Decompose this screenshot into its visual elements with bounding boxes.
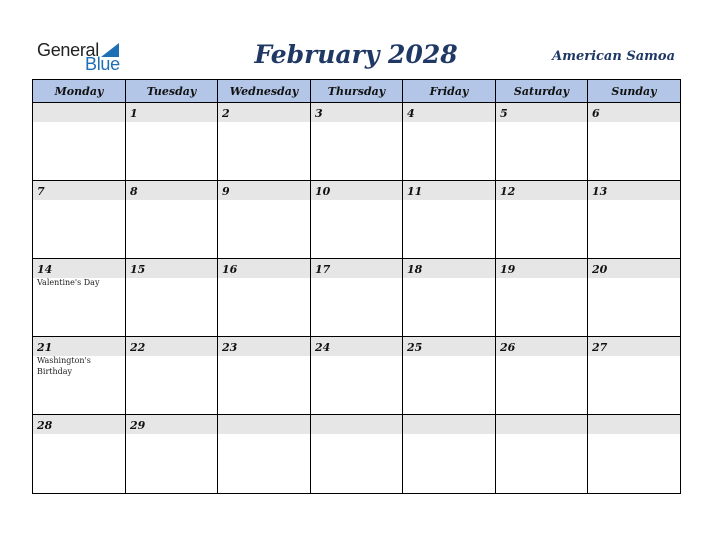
day-cell	[496, 181, 588, 259]
day-cell	[588, 337, 681, 415]
day-cell	[311, 181, 403, 259]
day-header-bar	[33, 103, 125, 122]
day-number: 9	[222, 185, 230, 198]
day-number: 11	[407, 185, 423, 198]
day-header-bar	[588, 337, 680, 356]
day-header-bar	[33, 337, 125, 356]
region-label: American Samoa	[552, 49, 675, 64]
day-number: 3	[315, 107, 323, 120]
day-header-bar	[403, 103, 495, 122]
day-number: 24	[315, 341, 331, 354]
day-header-bar	[33, 415, 125, 434]
day-cell	[403, 103, 496, 181]
day-header-bar	[33, 181, 125, 200]
day-cell	[33, 415, 126, 494]
day-header-bar	[588, 415, 680, 434]
day-cell	[496, 103, 588, 181]
day-number	[496, 415, 587, 419]
week-row	[33, 337, 681, 415]
day-number: 18	[407, 263, 423, 276]
day-number	[218, 415, 310, 419]
week-row	[33, 103, 681, 181]
day-header-bar	[496, 259, 587, 278]
day-header-bar	[218, 337, 310, 356]
calendar-title: February 2028	[254, 40, 458, 69]
day-number	[588, 415, 680, 419]
logo-text-blue: Blue	[85, 54, 120, 74]
day-number: 15	[130, 263, 146, 276]
day-number	[311, 415, 402, 419]
holiday-event: Valentine's Day	[37, 278, 100, 287]
weekday-thursday: Thursday	[311, 80, 403, 103]
day-header-bar	[218, 103, 310, 122]
day-cell	[218, 259, 311, 337]
day-number: 21	[37, 341, 53, 354]
day-cell	[588, 259, 681, 337]
weekday-header-row	[33, 80, 681, 103]
day-header-bar	[126, 415, 217, 434]
day-header-bar	[126, 181, 217, 200]
day-header-bar	[403, 337, 495, 356]
week-row	[33, 181, 681, 259]
week-row	[33, 415, 681, 494]
day-header-bar	[311, 103, 402, 122]
day-cell	[218, 103, 311, 181]
day-number: 10	[315, 185, 331, 198]
day-number: 17	[315, 263, 331, 276]
day-header-bar	[403, 415, 495, 434]
day-number: 23	[222, 341, 238, 354]
weekday-tuesday: Tuesday	[126, 80, 218, 103]
weekday-sunday: Sunday	[588, 80, 681, 103]
day-header-bar	[126, 259, 217, 278]
day-number	[33, 103, 125, 107]
day-number: 1	[130, 107, 138, 120]
week-row	[33, 259, 681, 337]
day-header-bar	[311, 337, 402, 356]
day-cell	[496, 259, 588, 337]
day-cell	[588, 415, 681, 494]
day-number: 13	[592, 185, 608, 198]
day-header-bar	[403, 181, 495, 200]
day-cell	[403, 181, 496, 259]
holiday-event: Washington's Birthday	[37, 356, 91, 376]
logo-text-general: General	[37, 40, 99, 60]
day-cell	[126, 181, 218, 259]
day-cell	[588, 103, 681, 181]
day-header-bar	[588, 103, 680, 122]
day-number: 28	[37, 419, 53, 432]
day-header-bar	[311, 259, 402, 278]
day-cell	[126, 415, 218, 494]
day-cell	[403, 415, 496, 494]
day-cell	[496, 337, 588, 415]
day-cell	[311, 337, 403, 415]
day-cell	[403, 259, 496, 337]
weekday-monday: Monday	[33, 80, 126, 103]
day-cell	[33, 181, 126, 259]
day-header-bar	[218, 181, 310, 200]
day-cell	[126, 337, 218, 415]
day-number: 20	[592, 263, 608, 276]
day-number: 4	[407, 107, 415, 120]
day-cell	[311, 415, 403, 494]
day-number	[403, 415, 495, 419]
day-header-bar	[311, 415, 402, 434]
day-number: 26	[500, 341, 516, 354]
day-number: 5	[500, 107, 508, 120]
day-header-bar	[403, 259, 495, 278]
weekday-friday: Friday	[403, 80, 496, 103]
calendar-grid	[32, 79, 681, 494]
day-cell	[311, 259, 403, 337]
day-header-bar	[218, 415, 310, 434]
day-cell	[588, 181, 681, 259]
day-cell	[126, 103, 218, 181]
day-number: 7	[37, 185, 45, 198]
day-number: 8	[130, 185, 138, 198]
weekday-wednesday: Wednesday	[218, 80, 311, 103]
day-header-bar	[496, 103, 587, 122]
day-number: 25	[407, 341, 423, 354]
day-number: 29	[130, 419, 146, 432]
day-cell	[126, 259, 218, 337]
day-header-bar	[496, 181, 587, 200]
day-number: 2	[222, 107, 230, 120]
day-header-bar	[311, 181, 402, 200]
day-cell	[218, 181, 311, 259]
day-cell	[403, 337, 496, 415]
day-number: 14	[37, 263, 53, 276]
day-number: 22	[130, 341, 146, 354]
day-cell	[496, 415, 588, 494]
day-cell	[33, 259, 126, 337]
day-cell	[33, 337, 126, 415]
day-header-bar	[588, 259, 680, 278]
day-header-bar	[588, 181, 680, 200]
day-header-bar	[126, 103, 217, 122]
day-number: 16	[222, 263, 238, 276]
day-cell	[218, 337, 311, 415]
day-number: 19	[500, 263, 516, 276]
day-header-bar	[33, 259, 125, 278]
day-number: 27	[592, 341, 608, 354]
day-header-bar	[496, 337, 587, 356]
day-cell	[311, 103, 403, 181]
day-number: 6	[592, 107, 600, 120]
day-header-bar	[126, 337, 217, 356]
day-header-bar	[496, 415, 587, 434]
day-cell	[218, 415, 311, 494]
day-cell	[33, 103, 126, 181]
day-header-bar	[218, 259, 310, 278]
day-number: 12	[500, 185, 516, 198]
weekday-saturday: Saturday	[496, 80, 588, 103]
